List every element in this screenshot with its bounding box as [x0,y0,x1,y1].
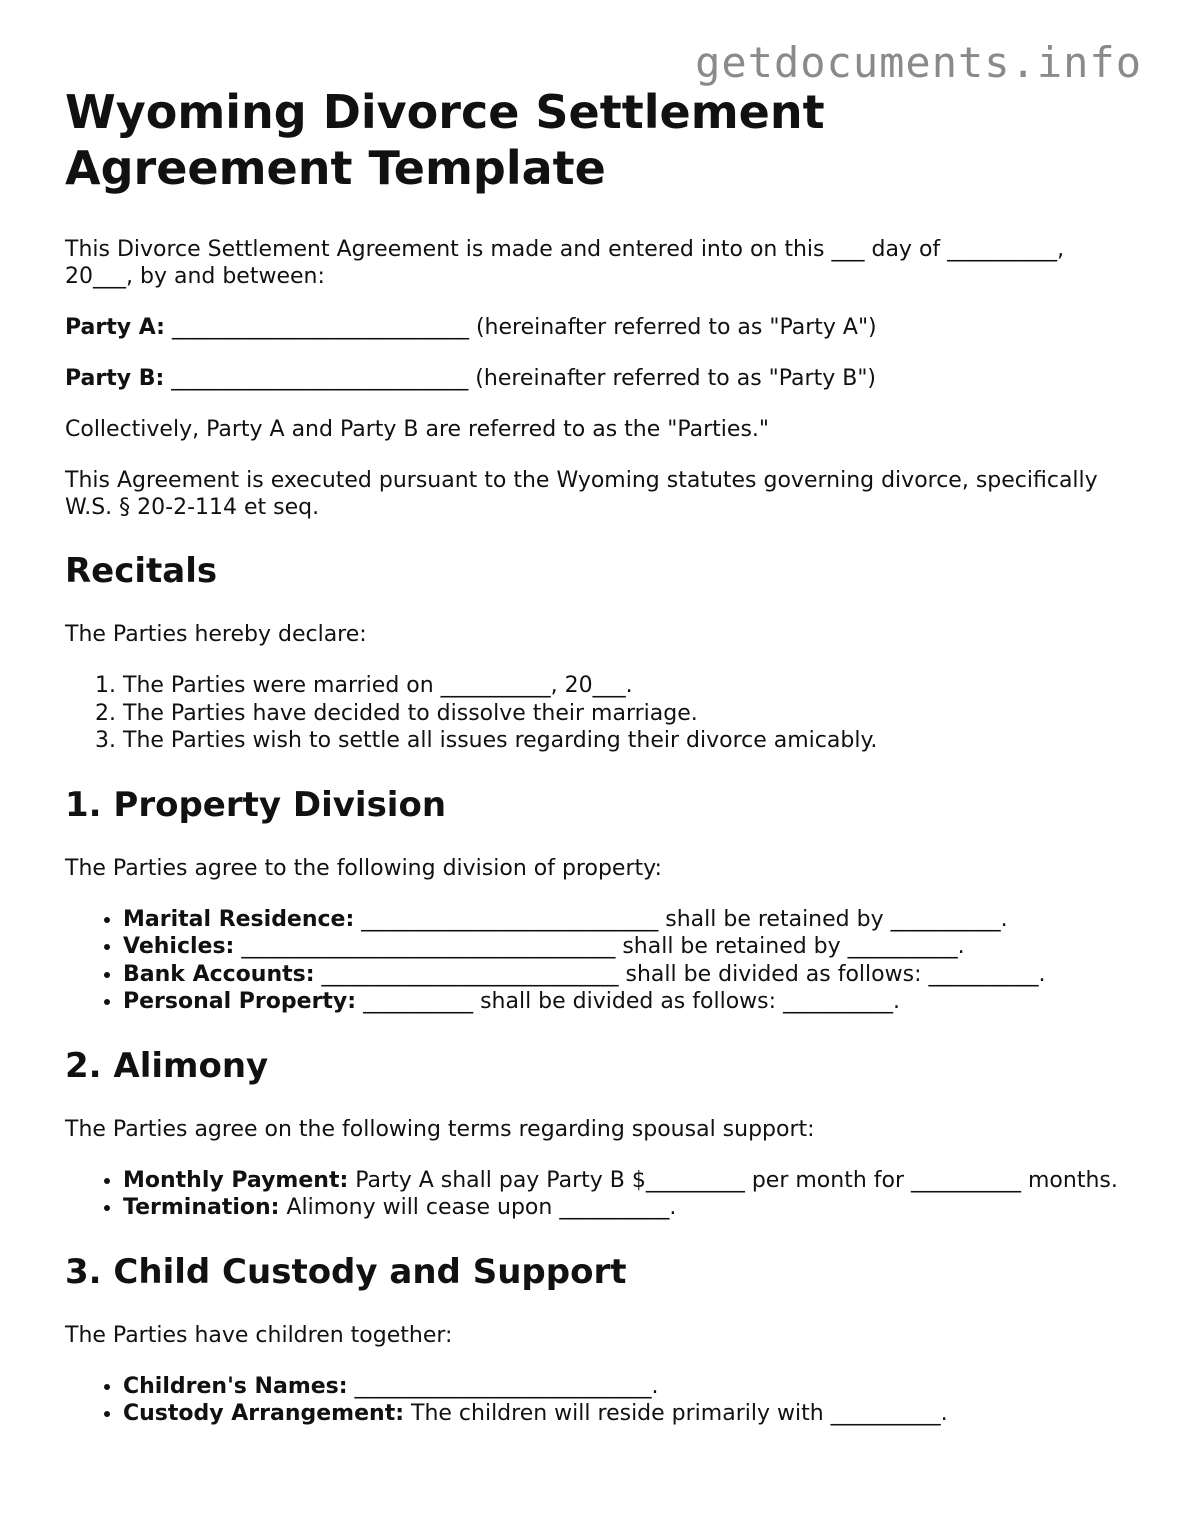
party-b-label: Party B: [65,366,165,391]
recitals-heading: Recitals [65,551,218,591]
property-division-heading: 1. Property Division [65,784,447,825]
alimony-item-label: Termination: [123,1195,280,1220]
property-division-lead: The Parties agree to the following division of property: [65,855,662,881]
property-item-label: Bank Accounts: [123,961,315,987]
alimony-heading: 2. Alimony [65,1045,269,1086]
alimony-lead: The Parties agree on the following terms regarding spousal support: [65,1116,815,1142]
recital-item: 2. The Parties have decided to dissolve their marriage. [123,700,1125,728]
recital-item: 3. The Parties wish to settle all issues regarding their divorce amicably. [123,727,1125,755]
child-custody-heading: 3. Child Custody and Support [65,1251,627,1292]
property-division-list [65,906,1125,1016]
document-title: Wyoming Divorce Settlement Agreement Template [65,85,825,195]
property-item-text: ___________________________ shall be retained by __________. [354,906,1008,932]
property-item-label: Marital Residence: [123,906,355,932]
property-item [123,906,1125,934]
property-item-text: ___________________________ shall be divided as follows: __________. [314,961,1046,987]
custody-item-text: ___________________________. [347,1373,659,1399]
document-page [65,84,1125,1428]
party-b-line [65,365,1125,392]
alimony-list [65,1167,1125,1222]
party-a-line [65,314,1125,341]
collectively-paragraph: Collectively, Party A and Party B are referred to as the "Parties." [65,417,770,442]
watermark: getdocuments.info [695,38,1142,87]
property-item-text: __________________________________ shall be retained by __________. [234,934,965,959]
property-item [123,933,1125,961]
recital-item: 1. The Parties were married on __________, 20___. [123,672,1125,700]
alimony-item-label: Monthly Payment: [123,1167,349,1193]
recitals-lead: The Parties hereby declare: [65,622,367,647]
child-custody-list [65,1373,1125,1428]
party-a-label: Party A: [65,315,165,340]
custody-item [123,1400,1125,1428]
property-item [123,961,1125,989]
custody-item [123,1373,1125,1401]
property-item-label: Personal Property: [123,989,357,1014]
party-b-text: ___________________________ (hereinafter referred to as "Party B") [164,366,877,391]
alimony-item [123,1167,1125,1195]
intro-paragraph: This Divorce Settlement Agreement is made and entered into on this ___ day of __________, 20___, by and between: [65,237,1065,289]
custody-item-label: Custody Arrangement: [123,1401,405,1426]
property-item-label: Vehicles: [123,934,235,959]
alimony-item [123,1194,1125,1222]
property-item [123,988,1125,1016]
party-a-text: ___________________________ (hereinafter referred to as "Party A") [164,315,877,340]
alimony-item-text: Alimony will cease upon __________. [279,1195,677,1220]
child-custody-lead: The Parties have children together: [65,1322,453,1348]
statute-paragraph: This Agreement is executed pursuant to the Wyoming statutes governing divorce, specifically W.S. § 20-2-114 et seq. [65,468,1098,520]
custody-item-label: Children's Names: [123,1373,348,1399]
property-item-text: __________ shall be divided as follows: __________. [356,989,901,1014]
custody-item-text: The children will reside primarily with __________. [404,1401,948,1426]
recitals-list [65,672,1125,755]
alimony-item-text: Party A shall pay Party B $_________ per month for __________ months. [348,1167,1118,1193]
